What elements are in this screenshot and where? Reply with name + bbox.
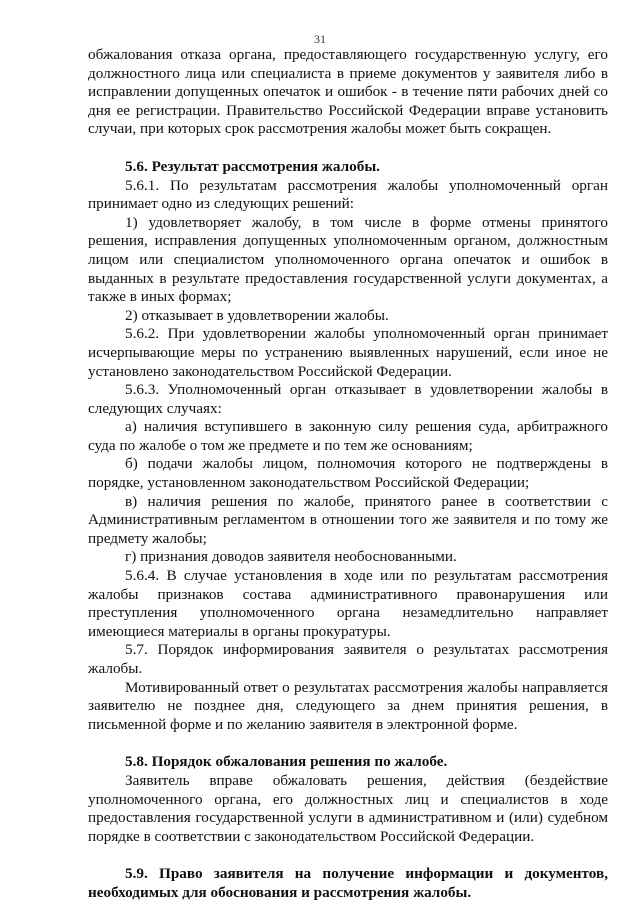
paragraph-5-6-1: 5.6.1. По результатам рассмотрения жалобы уполномоченный орган принимает одно из следующих решений: [88, 176, 608, 213]
section-5-7-heading: 5.7. Порядок информирования заявителя о результатах рассмотрения жалобы. [88, 641, 608, 677]
list-item-g: г) признания доводов заявителя необоснованными. [125, 548, 457, 566]
paragraph-5-6-2: 5.6.2. При удовлетворении жалобы уполномоченный орган принимает исчерпывающие меры по устранению выявленных нарушений, если иное не установлено законодательством Российской Федерации. [88, 325, 608, 380]
paragraph-5-6-3: 5.6.3. Уполномоченный орган отказывает в удовлетворении жалобы в следующих случаях: [88, 381, 608, 417]
list-item-v: в) наличия решения по жалобе, принятого ранее в соответствии с Административным регламентом в отношении того же заявителя и по тому же предмету жалобы; [88, 492, 608, 547]
list-item-2: 2) отказывает в удовлетворении жалобы. [125, 306, 389, 324]
section-5-8-heading: 5.8. Порядок обжалования решения по жалобе. [125, 753, 448, 771]
section-5-7-text: Мотивированный ответ о результатах рассмотрения жалобы направляется заявителю не позднее дня, следующего за днем принятия решения, в письменной форме и по желанию заявителя в электронной форме. [88, 678, 608, 733]
document-body [88, 46, 608, 903]
page-number: 31 [314, 32, 326, 46]
section-5-8-text: Заявитель вправе обжаловать решения, действия (бездействие уполномоченного органа, его должностных лиц и специалистов в ходе предоставления государственной услуги в административном и (или) судебном порядке в соответствии с законодательством Российской Федерации. [88, 771, 608, 845]
paragraph-5-6-4: 5.6.4. В случае установления в ходе или по результатам рассмотрения жалобы признаков состава административного правонарушения или преступления уполномоченного органа незамедлительно направляет имеющиеся материалы в органы прокуратуры. [88, 567, 608, 640]
intro-paragraph: обжалования отказа органа, предоставляющего государственную услугу, его должностного лица или специалиста в приеме документов у заявителя либо в исправлении допущенных опечаток и ошибок - в течение пяти рабочих дней со дня ее регистрации. Правительство Российской Федерации вправе установить случаи, при которых срок рассмотрения жалобы может быть сокращен. [88, 46, 608, 138]
list-item-1: 1) удовлетворяет жалобу, в том числе в форме отмены принятого решения, исправления допущенных уполномоченным органом, должностным лицом или специалистом уполномоченного органа опечаток и ошибок в выданных в результате предоставления государственной услуги документах, а также в иных формах; [88, 213, 608, 306]
list-item-a: а) наличия вступившего в законную силу решения суда, арбитражного суда по жалобе о том же предмете и по тем же основаниям; [88, 418, 608, 454]
section-5-6-heading: 5.6. Результат рассмотрения жалобы. [125, 157, 380, 175]
section-5-9-heading: 5.9. Право заявителя на получение информации и документов, необходимых для обоснования и рассмотрения жалобы. [88, 865, 608, 901]
list-item-b: б) подачи жалобы лицом, полномочия которого не подтверждены в порядке, установленном законодательством Российской Федерации; [88, 455, 608, 492]
